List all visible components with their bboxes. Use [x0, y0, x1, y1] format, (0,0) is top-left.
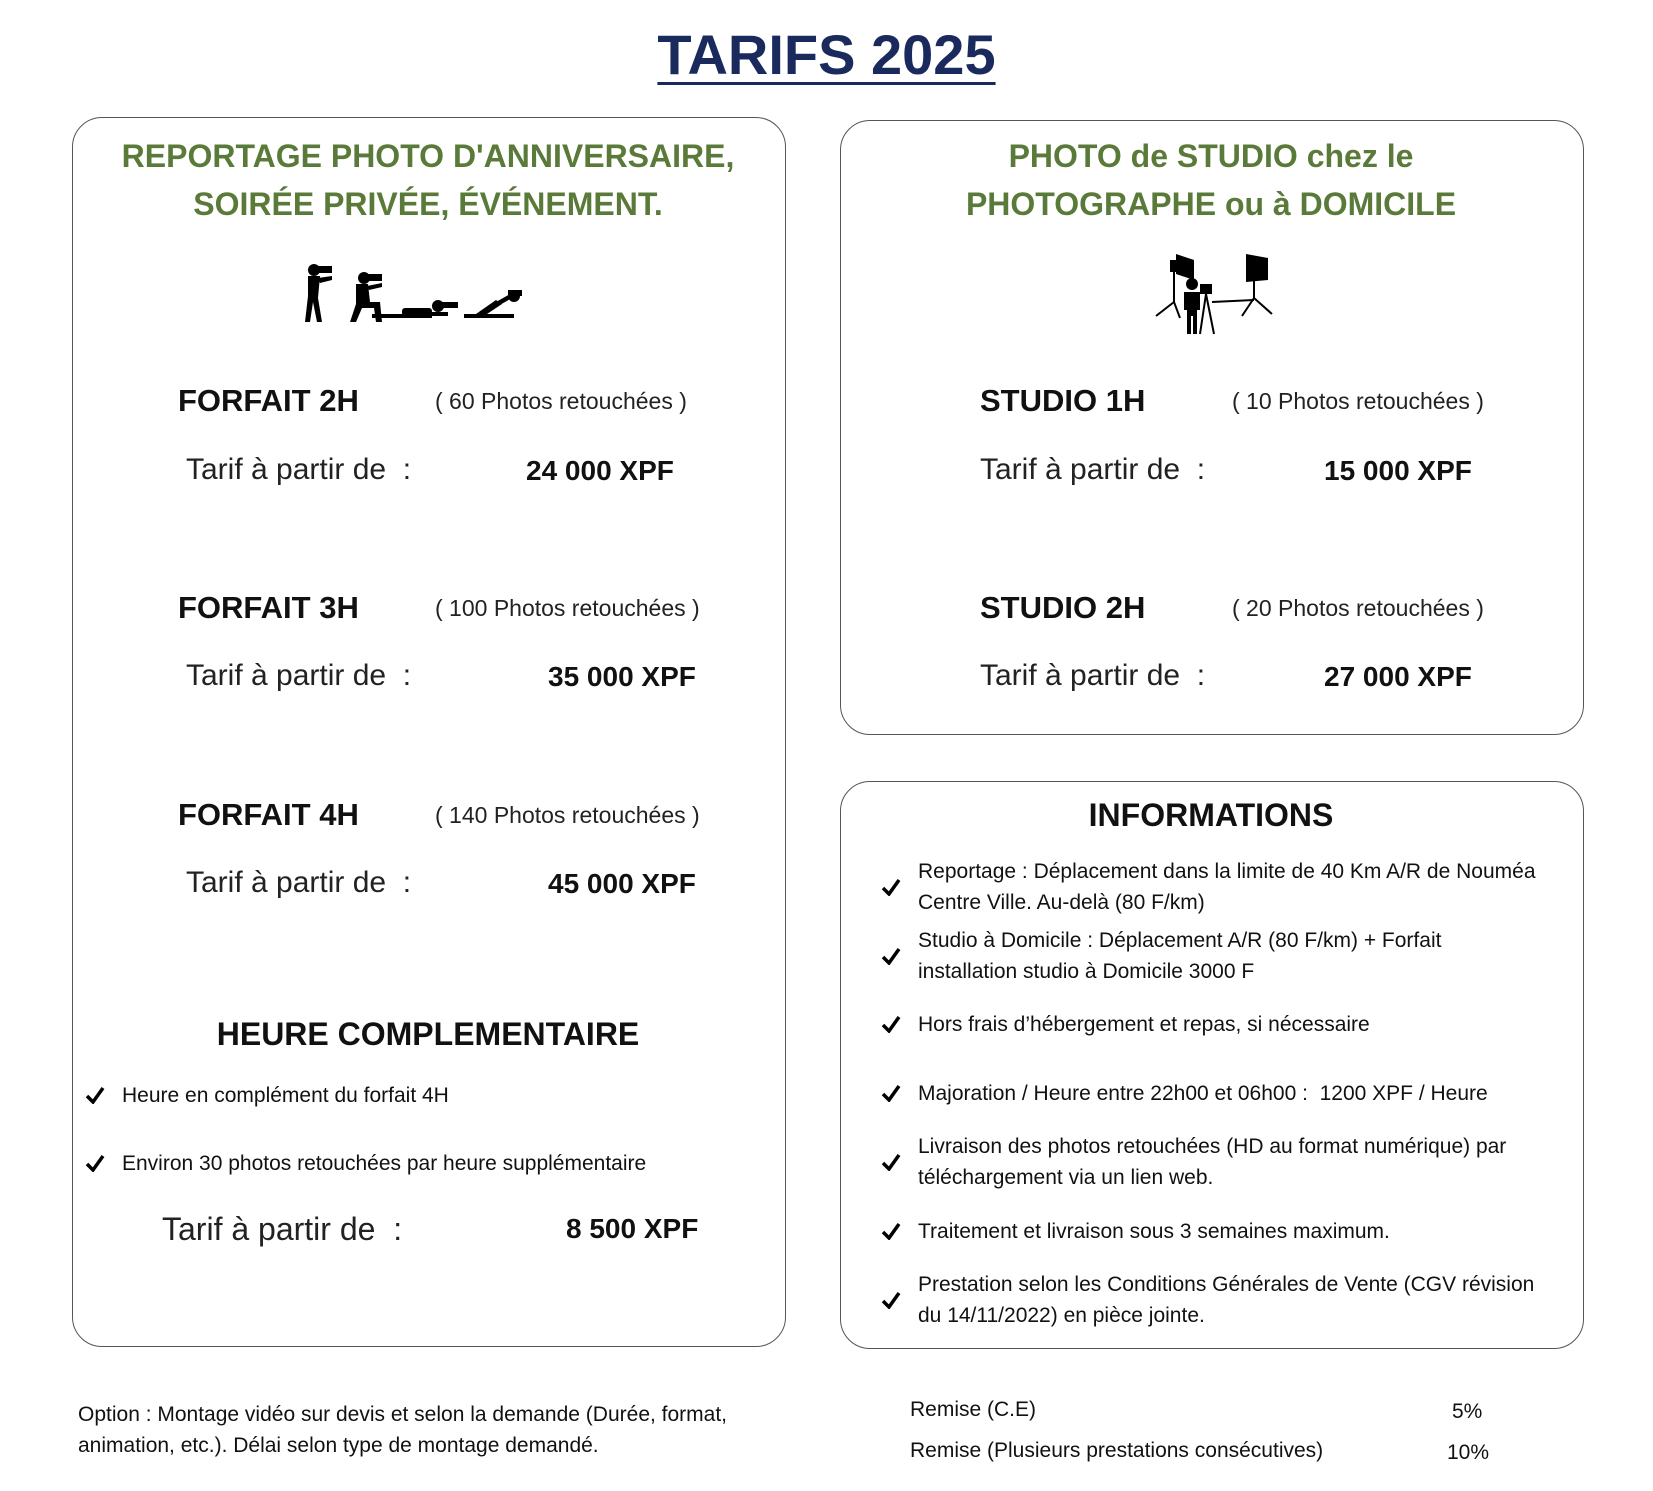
- page-title: [0, 22, 1653, 87]
- check-icon: [82, 1086, 108, 1104]
- studio-title-line1: PHOTO de STUDIO chez le: [1008, 138, 1414, 174]
- forfait-3h-rate-label: Tarif à partir de :: [186, 659, 412, 692]
- extra-bullet-1: [82, 1078, 449, 1112]
- check-icon: [878, 1015, 904, 1033]
- info-item-1-line2: Centre Ville. Au-delà (80 F/km): [918, 891, 1205, 914]
- info-item-6-line1: Traitement et livraison sous 3 semaines maximum.: [918, 1219, 1390, 1243]
- reportage-title-line1: REPORTAGE PHOTO D'ANNIVERSAIRE,: [121, 138, 735, 174]
- page-title-text: TARIFS 2025: [657, 23, 996, 86]
- info-item-2-line1: Studio à Domicile : Déplacement A/R (80 F/km) + Forfait: [918, 929, 1442, 952]
- forfait-2h-note: ( 60 Photos retouchées ): [435, 388, 687, 414]
- forfait-2h-name: FORFAIT 2H: [178, 383, 359, 418]
- info-item-4: [878, 1076, 1568, 1110]
- extra-hour-title: HEURE COMPLEMENTAIRE: [216, 1016, 640, 1052]
- forfait-4h-price: 45 000 XPF: [548, 868, 696, 899]
- reportage-title: [72, 132, 784, 228]
- info-item-7-line2: du 14/11/2022) en pièce jointe.: [918, 1304, 1205, 1327]
- forfait-3h-note: ( 100 Photos retouchées ): [435, 595, 700, 621]
- info-item-1: [878, 855, 1568, 919]
- forfait-4h-name: FORFAIT 4H: [178, 797, 359, 832]
- studio-2h-name: STUDIO 2H: [980, 590, 1146, 625]
- reportage-title-line2: SOIRÉE PRIVÉE, ÉVÉNEMENT.: [193, 186, 663, 222]
- check-icon: [878, 1291, 904, 1309]
- discount-2-label: Remise (Plusieurs prestations consécutives): [910, 1439, 1324, 1462]
- info-item-1-line1: Reportage : Déplacement dans la limite de 40 Km A/R de Nouméa: [918, 860, 1536, 883]
- forfait-4h-note: ( 140 Photos retouchées ): [435, 802, 700, 828]
- info-item-7-line1: Prestation selon les Conditions Générales de Vente (CGV révision: [918, 1273, 1535, 1296]
- discount-1-label: Remise (C.E): [910, 1398, 1037, 1421]
- photographer-poses-icon: [300, 262, 540, 326]
- forfait-3h-name: FORFAIT 3H: [178, 590, 359, 625]
- extra-rate-label: Tarif à partir de :: [162, 1211, 403, 1247]
- studio-1h-price: 15 000 XPF: [1324, 455, 1472, 486]
- extra-bullet-2-text: Environ 30 photos retouchées par heure supplémentaire: [122, 1151, 647, 1175]
- studio-1h-name: STUDIO 1H: [980, 383, 1146, 418]
- extra-bullet-2: [82, 1146, 646, 1180]
- info-item-3: [878, 1007, 1568, 1041]
- forfait-3h-price: 35 000 XPF: [548, 661, 696, 692]
- extra-price: 8 500 XPF: [566, 1213, 699, 1244]
- info-item-2: [878, 924, 1568, 988]
- check-icon: [82, 1154, 108, 1172]
- video-option-line1: Option : Montage vidéo sur devis et selon la demande (Durée, format,: [78, 1403, 728, 1426]
- check-icon: [878, 1084, 904, 1102]
- studio-2h-price: 27 000 XPF: [1324, 661, 1472, 692]
- discount-2-value: 10%: [1447, 1441, 1490, 1464]
- forfait-2h-rate-label: Tarif à partir de :: [186, 453, 412, 486]
- info-item-5-line1: Livraison des photos retouchées (HD au format numérique) par: [918, 1135, 1507, 1158]
- info-item-5: [878, 1130, 1568, 1194]
- info-item-5-line2: téléchargement via un lien web.: [918, 1166, 1214, 1189]
- studio-1h-note: ( 10 Photos retouchées ): [1232, 388, 1484, 414]
- check-icon: [878, 947, 904, 965]
- informations-title: INFORMATIONS: [1088, 797, 1334, 833]
- info-item-7: [878, 1268, 1568, 1332]
- info-item-4-line1: Majoration / Heure entre 22h00 et 06h00 : 1200 XPF / Heure: [918, 1081, 1488, 1105]
- studio-2h-note: ( 20 Photos retouchées ): [1232, 595, 1484, 621]
- discount-1-value: 5%: [1452, 1400, 1483, 1423]
- studio-title: [840, 132, 1582, 228]
- studio-2h-rate-label: Tarif à partir de :: [980, 659, 1206, 692]
- studio-1h-rate-label: Tarif à partir de :: [980, 453, 1206, 486]
- check-icon: [878, 1153, 904, 1171]
- video-option-note: [78, 1399, 778, 1461]
- extra-bullet-1-text: Heure en complément du forfait 4H: [122, 1083, 449, 1107]
- info-item-3-line1: Hors frais d’hébergement et repas, si nécessaire: [918, 1012, 1370, 1036]
- studio-lights-icon: [1150, 252, 1286, 336]
- info-item-2-line2: installation studio à Domicile 3000 F: [918, 960, 1255, 983]
- forfait-4h-rate-label: Tarif à partir de :: [186, 866, 412, 899]
- check-icon: [878, 1222, 904, 1240]
- info-item-6: [878, 1214, 1568, 1248]
- check-icon: [878, 878, 904, 896]
- studio-title-line2: PHOTOGRAPHE ou à DOMICILE: [965, 186, 1457, 222]
- forfait-2h-price: 24 000 XPF: [526, 455, 674, 486]
- video-option-line2: animation, etc.). Délai selon type de montage demandé.: [78, 1434, 599, 1457]
